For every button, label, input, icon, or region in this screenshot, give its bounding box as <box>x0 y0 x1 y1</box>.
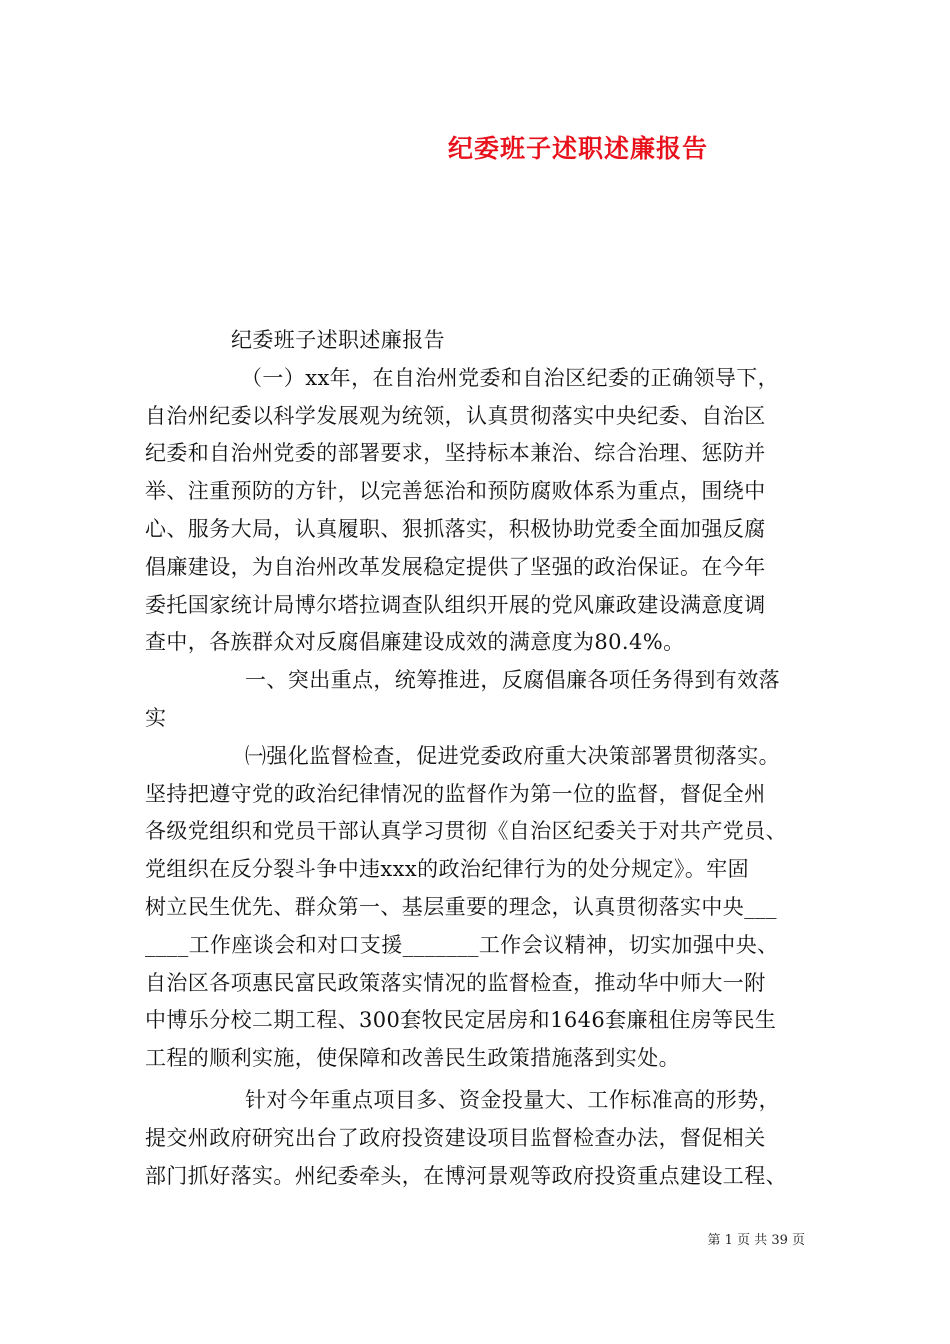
paragraph-line: 自治州纪委以科学发展观为统领，认真贯彻落实中央纪委、自治区 <box>145 403 766 428</box>
paragraph-line: 党组织在反分裂斗争中违xxx的政治纪律行为的处分规定》。牢固 <box>145 857 750 882</box>
paragraph-line: 提交州政府研究出台了政府投资建设项目监督检查办法，督促相关 <box>145 1125 766 1150</box>
paragraph-line: 举、注重预防的方针，以完善惩治和预防腐败体系为重点，围绕中 <box>145 479 766 504</box>
paragraph-line: 中博乐分校二期工程、300套牧民定居房和1646套廉租住房等民生 <box>145 1008 777 1033</box>
page-number: 第 1 页 共 39 页 <box>707 1233 805 1248</box>
document-body <box>145 322 810 1195</box>
paragraph-line: 查中，各族群众对反腐倡廉建设成效的满意度为80.4%。 <box>145 630 685 655</box>
paragraph-line: 心、服务大局，认真履职、狠抓落实，积极协助党委全面加强反腐 <box>145 516 766 541</box>
paragraph-line: 针对今年重点项目多、资金投量大、工作标准高的形势， <box>245 1087 780 1112</box>
paragraph-line: 工程的顺利实施，使保障和改善民生政策措施落到实处。 <box>145 1046 680 1071</box>
paragraph-line: （一）xx年，在自治州党委和自治区纪委的正确领导下， <box>241 365 780 390</box>
paragraph-line: 自治区各项惠民富民政策落实情况的监督检查，推动华中师大一附 <box>145 970 766 995</box>
paragraph-line: ____工作座谈会和对口支援_______工作会议精神，切实加强中央、 <box>145 932 779 957</box>
paragraph-line: 部门抓好落实。州纪委牵头，在博河景观等政府投资重点建设工程、 <box>145 1163 787 1188</box>
paragraph-line: 各级党组织和党员干部认真学习贯彻《自治区纪委关于对共产党员、 <box>145 819 787 844</box>
paragraph-line: 委托国家统计局博尔塔拉调查队组织开展的党风廉政建设满意度调 <box>145 592 766 617</box>
subsection-heading: ㈠强化监督检查，促进党委政府重大决策部署贯彻落实。 <box>245 743 780 768</box>
document-title: 纪委班子述职述廉报告 <box>447 134 708 163</box>
paragraph-line: 树立民生优先、群众第一、基层重要的理念，认真贯彻落实中央___ <box>145 894 777 919</box>
paragraph-line: 纪委和自治州党委的部署要求，坚持标本兼治、综合治理、惩防并 <box>145 441 766 466</box>
paragraph-line: 倡廉建设，为自治州改革发展稳定提供了坚强的政治保证。在今年 <box>145 554 766 579</box>
section-heading: 一、突出重点，统筹推进，反腐倡廉各项任务得到有效落 <box>245 668 780 693</box>
body-heading: 纪委班子述职述廉报告 <box>231 328 445 352</box>
section-heading-continued: 实 <box>145 705 167 730</box>
paragraph-line: 坚持把遵守党的政治纪律情况的监督作为第一位的监督，督促全州 <box>145 781 766 806</box>
